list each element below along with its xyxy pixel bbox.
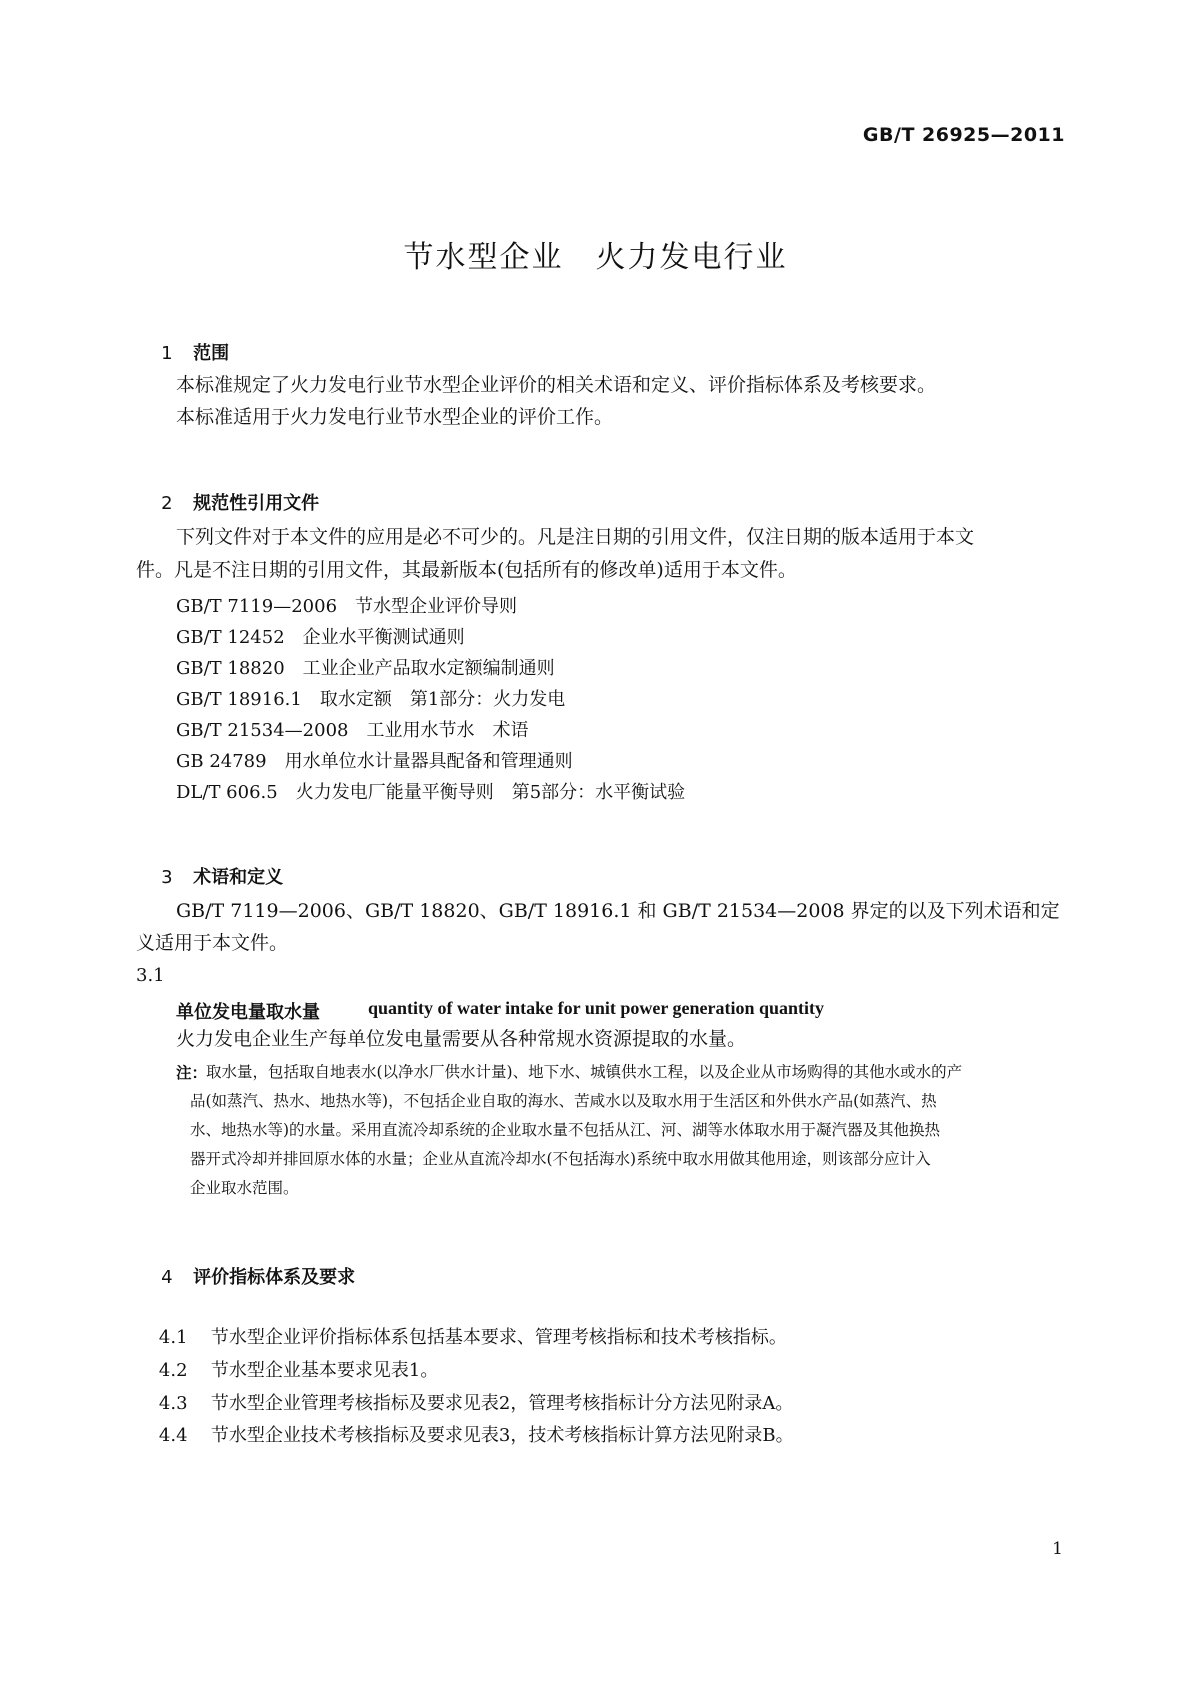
paragraph: 义适用于本文件。 — [136, 932, 289, 954]
clause-text: 节水型企业技术考核指标及要求见表3，技术考核指标计算方法见附录B。 — [210, 1425, 794, 1446]
section-number: 3 — [161, 867, 173, 888]
paragraph: 下列文件对于本文件的应用是必不可少的。凡是注日期的引用文件，仅注日期的版本适用于本文 — [176, 526, 975, 548]
note-block — [176, 1058, 1061, 1208]
clause-text: 节水型企业管理考核指标及要求见表2，管理考核指标计分方法见附录A。 — [210, 1393, 794, 1414]
page-title: 节水型企业 火力发电行业 — [403, 240, 788, 275]
note-line: 取水量，包括取自地表水(以净水厂供水计量)、地下水、城镇供水工程，以及企业从市场购得的其他水或水的产 — [206, 1063, 963, 1081]
term-number: 3.1 — [136, 965, 165, 986]
paragraph: 本标准适用于火力发电行业节水型企业的评价工作。 — [176, 406, 614, 428]
clause-number: 4.4 — [158, 1425, 188, 1446]
term-definition: 火力发电企业生产每单位发电量需要从各种常规水资源提取的水量。 — [176, 1028, 747, 1050]
section-title: 评价指标体系及要求 — [193, 1267, 356, 1288]
reference-item: GB/T 7119—2006 节水型企业评价导则 — [176, 596, 518, 617]
note-line: 水、地热水等)的水量。采用直流冷却系统的企业取水量不包括从江、河、湖等水体取水用于凝汽器及其他换热 — [190, 1121, 941, 1139]
section-title: 规范性引用文件 — [193, 493, 320, 514]
reference-item: DL/T 606.5 火力发电厂能量平衡导则 第5部分：水平衡试验 — [176, 782, 686, 803]
clause-number: 4.2 — [158, 1360, 188, 1381]
standard-code: GB/T 26925—2011 — [862, 124, 1065, 146]
reference-item: GB/T 12452 企业水平衡测试通则 — [176, 627, 465, 648]
note-label: 注： — [176, 1063, 208, 1082]
reference-item: GB 24789 用水单位水计量器具配备和管理通则 — [176, 751, 573, 772]
section-4-heading — [136, 1242, 355, 1310]
section-title: 范围 — [193, 343, 230, 364]
reference-item: GB/T 18916.1 取水定额 第1部分：火力发电 — [176, 689, 566, 710]
clause-text: 节水型企业评价指标体系包括基本要求、管理考核指标和技术考核指标。 — [210, 1327, 787, 1348]
paragraph: 本标准规定了火力发电行业节水型企业评价的相关术语和定义、评价指标体系及考核要求。 — [176, 374, 937, 396]
clause-number: 4.1 — [158, 1327, 188, 1348]
clause-item — [136, 1400, 794, 1468]
page-number: 1 — [1052, 1539, 1063, 1559]
section-title: 术语和定义 — [193, 867, 284, 888]
paragraph: GB/T 7119—2006、GB/T 18820、GB/T 18916.1 和 GB/T 21534—2008 界定的以及下列术语和定 — [176, 900, 1060, 922]
reference-item: GB/T 21534—2008 工业用水节水 术语 — [176, 720, 529, 741]
paragraph: 件。凡是不注日期的引用文件，其最新版本(包括所有的修改单)适用于本文件。 — [136, 559, 797, 581]
note-line: 器开式冷却并排回原水体的水量；企业从直流冷却水(不包括海水)系统中取水用做其他用途，则该部分应计入 — [190, 1150, 931, 1168]
term-chinese: 单位发电量取水量 — [176, 1002, 320, 1023]
note-line: 品(如蒸汽、热水、地热水等)，不包括企业自取的海水、苦咸水以及取水用于生活区和外供水产品(如蒸汽、热 — [190, 1092, 937, 1110]
section-number: 4 — [161, 1267, 173, 1288]
note-line: 企业取水范围。 — [190, 1179, 299, 1197]
clause-text: 节水型企业基本要求见表1。 — [210, 1360, 439, 1381]
term-english: quantity of water intake for unit power generation quantity — [368, 998, 825, 1018]
section-number: 2 — [161, 493, 173, 514]
reference-item: GB/T 18820 工业企业产品取水定额编制通则 — [176, 658, 555, 679]
section-number: 1 — [161, 343, 173, 364]
clause-number: 4.3 — [158, 1393, 188, 1414]
